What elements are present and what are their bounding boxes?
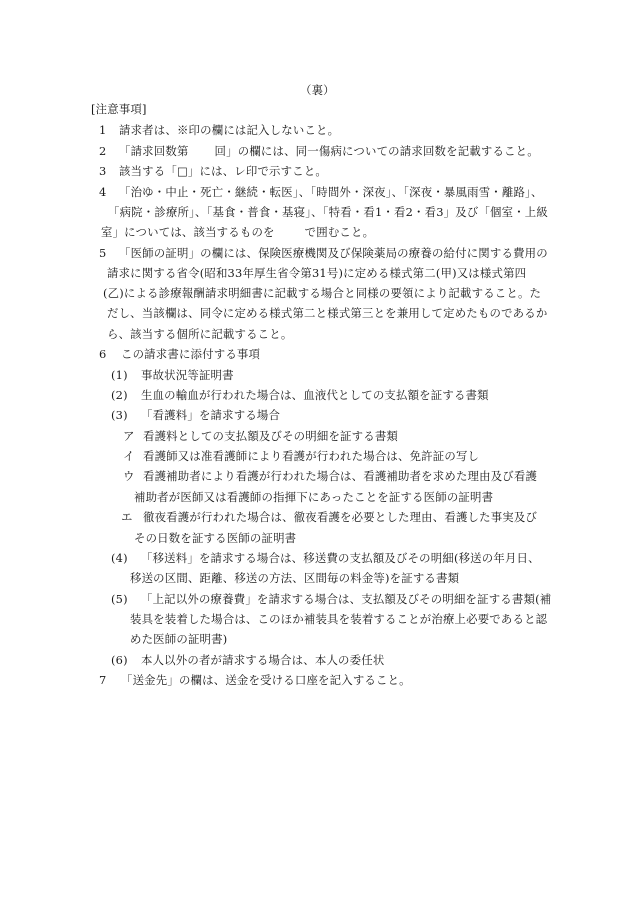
note-text: (乙)による診療報酬請求明細書に記載する場合と同様の要領により記載すること。た xyxy=(103,286,542,300)
note-number: 7 xyxy=(99,673,107,687)
note-number: 6 xyxy=(99,347,107,361)
sub-item-number: (5) xyxy=(111,592,128,606)
note-item-7 xyxy=(99,673,411,687)
kana-item-number: ア xyxy=(123,429,135,443)
kana-item-text: 補助者が医師又は看護師の指揮下にあったことを証する医師の証明書 xyxy=(134,490,494,504)
note-text: 室」については、該当するものを xyxy=(101,225,275,239)
kana-item-text: 看護補助者により看護が行われた場合は、看護補助者を求めた理由及び看護 xyxy=(143,469,538,483)
note-text: 「請求回数第 xyxy=(119,144,189,158)
sub-item-3 xyxy=(111,408,280,422)
note-number: 4 xyxy=(99,185,107,199)
sub-item-text: 生血の輸血が行われた場合は、血液代としての支払額を証する書類 xyxy=(141,388,489,402)
note-text: で囲むこと。 xyxy=(304,225,375,239)
kana-item-number: イ xyxy=(123,449,135,463)
kana-item-text: 徹夜看護が行われた場合は、徹夜看護を必要とした理由、看護した事実及び xyxy=(143,510,538,524)
kana-item-i xyxy=(123,449,479,463)
note-text: 回」の欄には、同一傷病についての請求回数を記載すること。 xyxy=(214,144,539,158)
sub-item-number: (1) xyxy=(111,368,128,382)
note-item-1 xyxy=(99,123,339,137)
sub-item-text: 装具を装着した場合は、このほか補装具を装着することが治療上必要であると認 xyxy=(130,612,548,626)
note-item-4 xyxy=(99,185,543,199)
sub-item-text: 事故状況等証明書 xyxy=(141,368,234,382)
note-text: この請求書に添付する事項 xyxy=(121,347,261,361)
kana-item-text: 看護料としての支払額及びその明細を証する書類 xyxy=(143,429,398,443)
note-text: ら、該当する個所に記載すること。 xyxy=(107,327,293,341)
note-number: 5 xyxy=(99,246,107,260)
sub-item-text: 本人以外の者が請求する場合は、本人の委任状 xyxy=(141,653,385,667)
sub-item-number: (2) xyxy=(111,388,128,402)
note-text: だし、当該欄は、同令に定める様式第二と様式第三とを兼用して定めたものであるか xyxy=(107,306,548,320)
kana-item-e xyxy=(121,510,537,524)
sub-item-text: 「移送料」を請求する場合は、移送費の支払額及びその明細(移送の年月日、 xyxy=(141,551,540,565)
sub-item-text: めた医師の証明書) xyxy=(130,632,228,646)
note-item-5 xyxy=(99,246,548,260)
note-text: 請求者は、※印の欄には記入しないこと。 xyxy=(119,123,340,137)
note-text: 請求に関する省令(昭和33年厚生省令第31号)に定める様式第二(甲)又は様式第四 xyxy=(107,266,527,280)
kana-item-number: ウ xyxy=(123,469,135,483)
side-label: （裏） xyxy=(300,83,335,97)
sub-item-4 xyxy=(111,551,540,565)
note-number: 3 xyxy=(99,164,107,178)
note-number: 1 xyxy=(99,123,107,137)
sub-item-5 xyxy=(111,592,551,606)
kana-item-text: その日数を証する医師の証明書 xyxy=(134,531,297,545)
note-text: 「医師の証明」の欄には、保険医療機関及び保険薬局の療養の給付に関する費用の xyxy=(119,246,548,260)
note-item-3 xyxy=(99,164,327,178)
note-text: 該当する「□」には、レ印で示すこと。 xyxy=(119,164,328,178)
kana-item-text: 看護師又は准看護師により看護が行われた場合は、免許証の写し xyxy=(143,449,480,463)
sub-item-number: (4) xyxy=(111,551,128,565)
sub-item-text: 移送の区間、距離、移送の方法、区間毎の料金等)を証する書類 xyxy=(130,571,460,585)
sub-item-1 xyxy=(111,368,234,382)
sub-item-number: (6) xyxy=(111,653,128,667)
kana-item-u xyxy=(123,469,537,483)
note-item-2 xyxy=(99,144,539,158)
kana-item-number: エ xyxy=(121,510,133,524)
sub-item-6 xyxy=(111,653,384,667)
sub-item-number: (3) xyxy=(111,408,128,422)
note-text: 「治ゆ・中止・死亡・継続・転医」、「時間外・深夜」、「深夜・暴風雨雪・離路」、 xyxy=(119,185,543,199)
note-item-4-line3 xyxy=(101,225,374,239)
sub-item-2 xyxy=(111,388,489,402)
note-text: 「送金先」の欄は、送金を受ける口座を記入すること。 xyxy=(121,673,411,687)
kana-item-a xyxy=(123,429,398,443)
sub-item-text: 「上記以外の療養費」を請求する場合は、支払額及びその明細を証する書類(補 xyxy=(141,592,552,606)
section-heading: [注意事項] xyxy=(91,102,147,116)
note-text: 「病院・診療所」、「基食・普食・基寝」、「特看・看1・看2・看3」及び「個室・上級 xyxy=(108,205,548,219)
sub-item-text: 「看護料」を請求する場合 xyxy=(141,408,281,422)
note-item-6 xyxy=(99,347,260,361)
note-number: 2 xyxy=(99,144,107,158)
